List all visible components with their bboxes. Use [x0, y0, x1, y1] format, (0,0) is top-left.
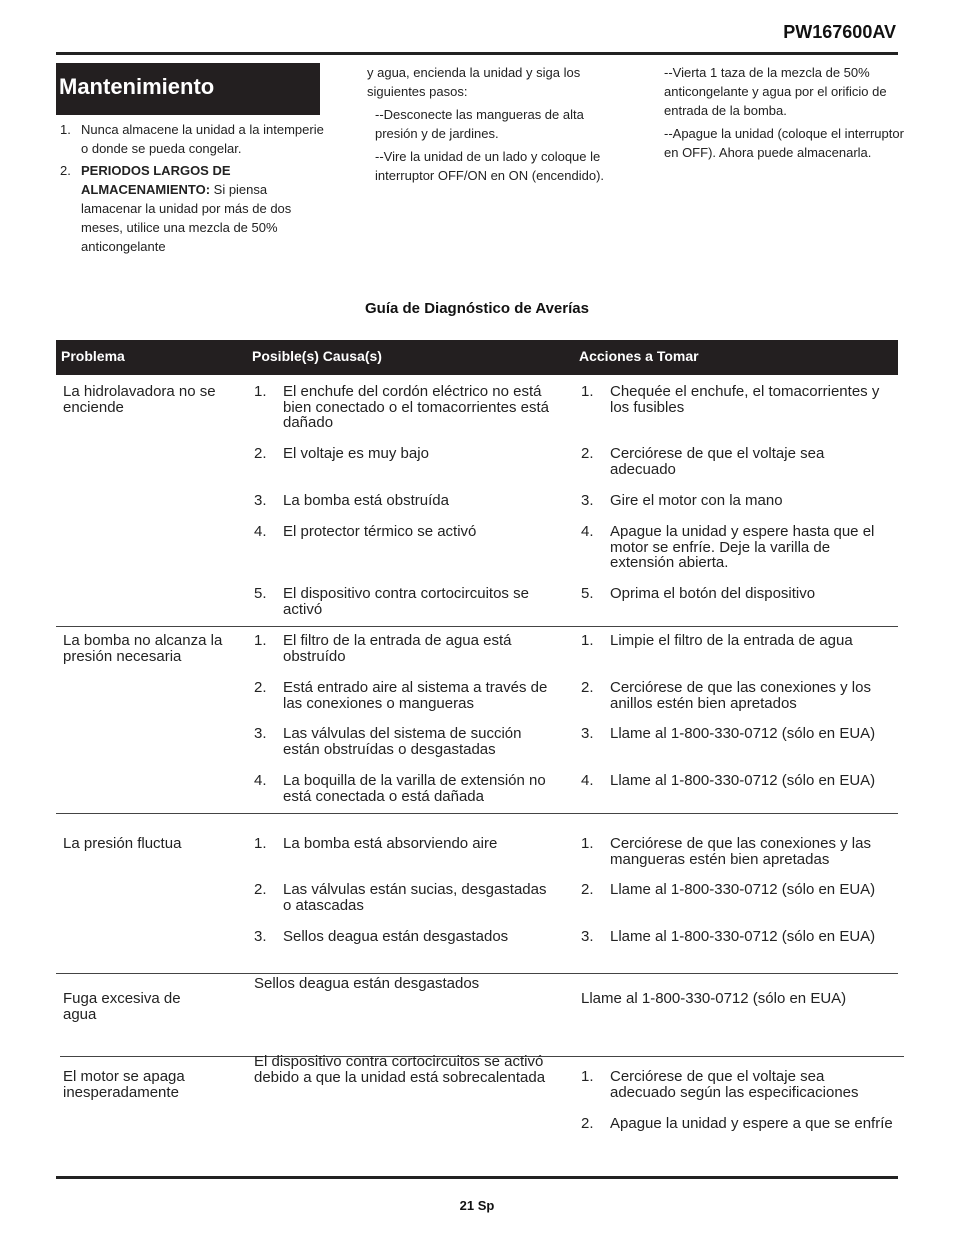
- action-item: 1. Cerciórese de que el voltaje sea adecuado según las especificaciones: [581, 1068, 859, 1101]
- item-number: 2.: [60, 163, 71, 178]
- header-causes: Posible(s) Causa(s): [252, 348, 382, 364]
- maintenance-step-3: --Vierta 1 taza de la mezcla de 50% anticongelante y agua por el orificio de entrada de la bomba.: [664, 65, 887, 118]
- action-item: 3. Gire el motor con la mano: [581, 492, 783, 509]
- item-heading: PERIODOS LARGOS DE ALMACENAMIENTO:: [81, 163, 231, 197]
- cause-item: 1. El filtro de la entrada de agua está obstruído: [254, 632, 512, 665]
- model-number: PW167600AV: [783, 22, 896, 42]
- maintenance-step-2: --Vire la unidad de un lado y coloque le interruptor OFF/ON en ON (encendido).: [375, 149, 605, 183]
- row-divider: [56, 626, 898, 627]
- action-item: 3. Llame al 1-800-330-0712 (sólo en EUA): [581, 928, 876, 945]
- cause-item: 2. Está entrado aire al sistema a través de las conexiones o mangueras: [254, 679, 548, 712]
- action-item: 1. Cerciórese de que las conexiones y las mangueras estén bien apretadas: [581, 835, 871, 868]
- row-divider: [56, 813, 898, 814]
- maintenance-item-1: [58, 120, 326, 158]
- problem-cell: El motor se apaga inesperadamente: [63, 1068, 185, 1101]
- cause-cell: El dispositivo contra cortocircuitos se activó debido a que la unidad está sobrecalentada: [254, 1053, 546, 1086]
- maintenance-intro: y agua, encienda la unidad y siga los siguientes pasos:: [367, 65, 581, 99]
- table-header: [56, 340, 898, 375]
- problem-cell: La bomba no alcanza la presión necesaria: [63, 632, 223, 665]
- maintenance-column-1: [58, 120, 326, 259]
- problem-cell: Fuga excesiva de agua: [63, 990, 181, 1023]
- action-item: 2. Cerciórese de que las conexiones y los anillos estén bien apretados: [581, 679, 871, 712]
- action-item: 2. Llame al 1-800-330-0712 (sólo en EUA): [581, 881, 876, 898]
- action-item: 2. Cerciórese de que el voltaje sea adecuado: [581, 445, 825, 478]
- maintenance-step-1: --Desconecte las mangueras de alta presión y de jardines.: [375, 107, 584, 141]
- row-divider: [56, 973, 898, 974]
- maintenance-step-4: --Apague la unidad (coloque el interruptor en OFF). Ahora puede almacenarla.: [664, 126, 904, 160]
- page-number: 21 Sp: [459, 1198, 495, 1213]
- action-item: 3. Llame al 1-800-330-0712 (sólo en EUA): [581, 725, 876, 742]
- action-item: 2. Apague la unidad y espere a que se enfríe: [581, 1115, 893, 1132]
- item-text: Nunca almacene la unidad a la intemperie o donde se pueda congelar.: [81, 122, 324, 156]
- action-item: 4. Llame al 1-800-330-0712 (sólo en EUA): [581, 772, 876, 789]
- cause-item: 1. El enchufe del cordón eléctrico no está bien conectado o el tomacorrientes está dañado: [254, 383, 549, 431]
- cause-item: 4. El protector térmico se activó: [254, 523, 477, 540]
- item-number: 1.: [60, 122, 71, 137]
- action-item: 1. Limpie el filtro de la entrada de agua: [581, 632, 853, 649]
- action-cell: Llame al 1-800-330-0712 (sólo en EUA): [581, 990, 847, 1007]
- bottom-rule: [56, 1176, 898, 1179]
- cause-item: 3. La bomba está obstruída: [254, 492, 449, 509]
- maintenance-item-2: [58, 161, 326, 256]
- section-title: Mantenimiento: [56, 63, 320, 115]
- cause-item: 3. Las válvulas del sistema de succión están obstruídas o desgastadas: [254, 725, 522, 758]
- cause-item: 1. La bomba está absorviendo aire: [254, 835, 498, 852]
- cause-item: 4. La boquilla de la varilla de extensión no está conectada o está dañada: [254, 772, 546, 805]
- cause-item: 2. Las válvulas están sucias, desgastadas o atascadas: [254, 881, 547, 914]
- action-item: 1. Chequée el enchufe, el tomacorrientes y los fusibles: [581, 383, 880, 416]
- problem-cell: La presión fluctua: [63, 835, 182, 852]
- cause-item: 2. El voltaje es muy bajo: [254, 445, 429, 462]
- action-item: 4. Apague la unidad y espere hasta que el motor se enfríe. Deje la varilla de extensión abierta.: [581, 523, 875, 571]
- top-rule: [56, 52, 898, 55]
- action-item: 5. Oprima el botón del dispositivo: [581, 585, 816, 602]
- guide-title: Guía de Diagnóstico de Averías: [365, 300, 589, 317]
- item-text: Si piensa lamacenar la unidad por más de dos meses, utilice una mezcla de 50% anticongelante: [81, 182, 292, 254]
- header-problem: Problema: [61, 348, 125, 364]
- cause-cell: Sellos deagua están desgastados: [254, 975, 480, 992]
- problem-cell: La hidrolavadora no se enciende: [63, 383, 216, 416]
- cause-item: 5. El dispositivo contra cortocircuitos se activó: [254, 585, 529, 618]
- cause-item: 3. Sellos deagua están desgastados: [254, 928, 509, 945]
- header-actions: Acciones a Tomar: [579, 348, 699, 364]
- maintenance-column-3: [664, 63, 904, 166]
- maintenance-column-2: [367, 63, 617, 189]
